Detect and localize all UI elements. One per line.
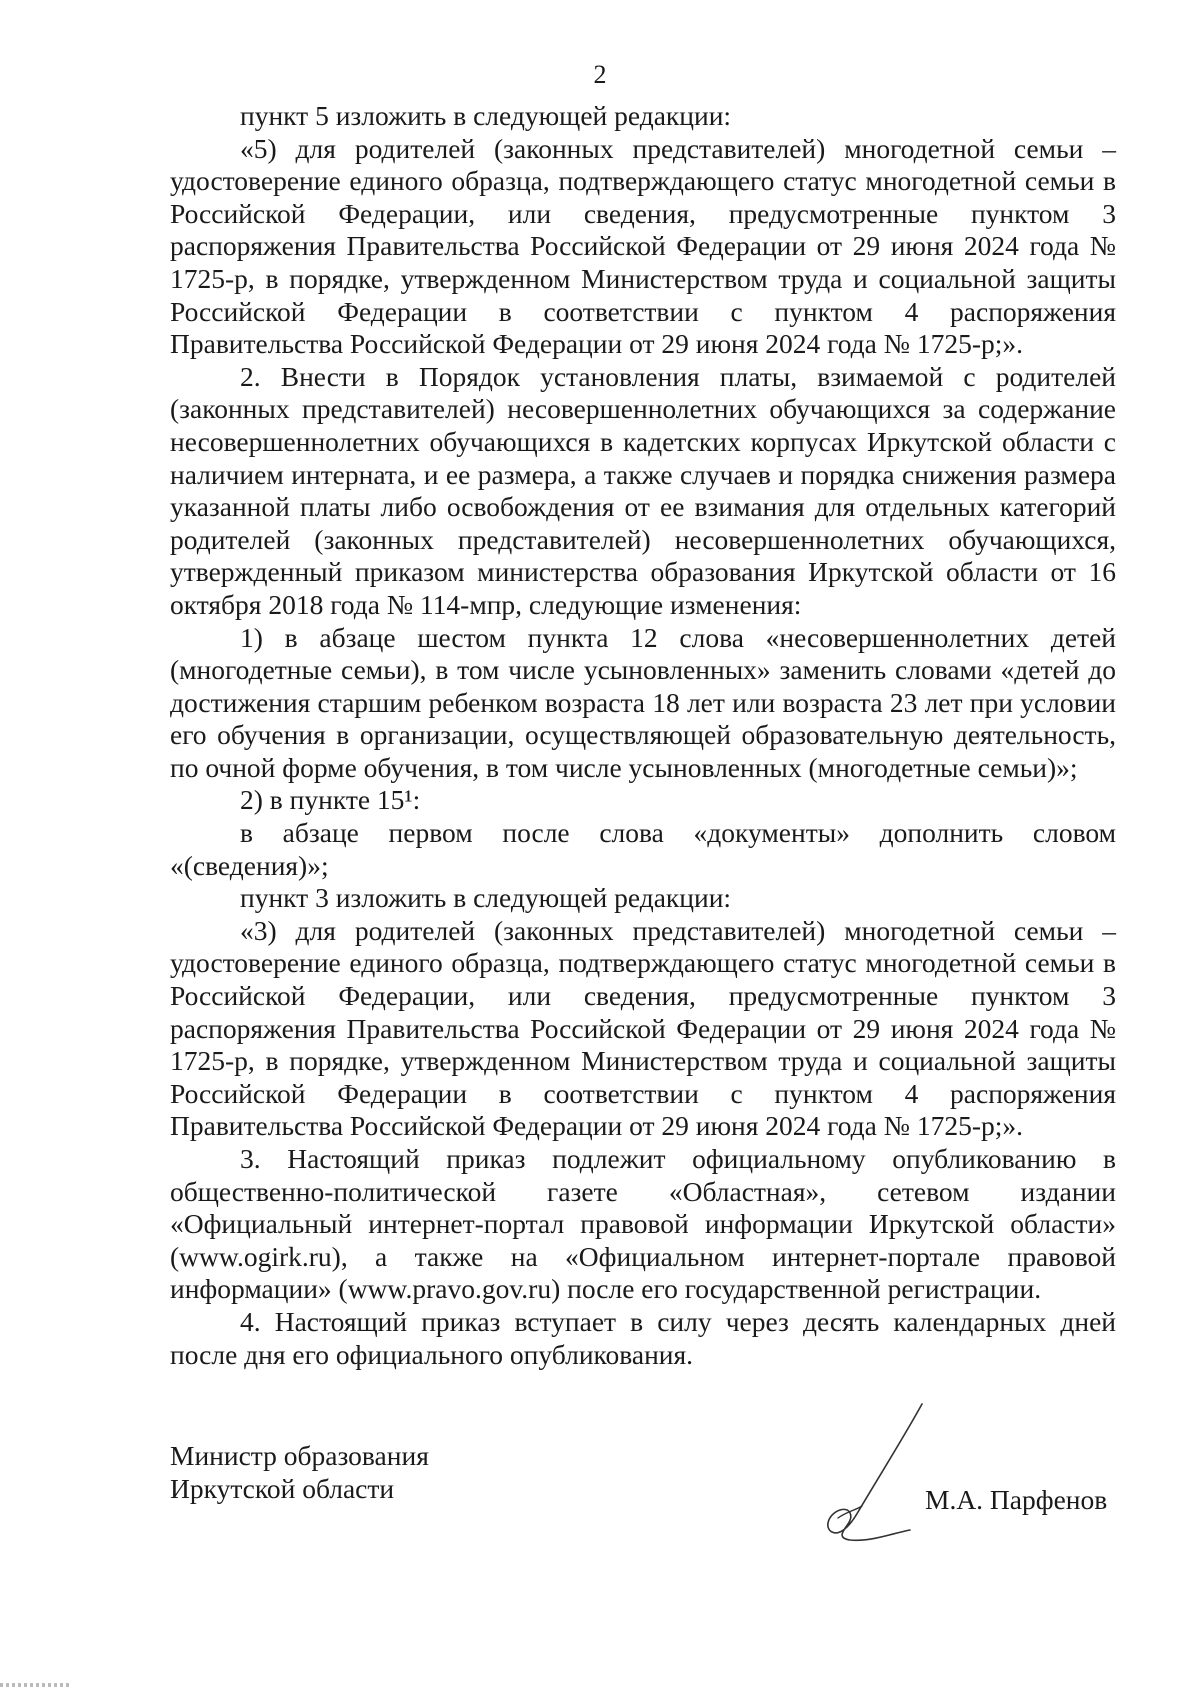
paragraph: в абзаце первом после слова «документы» дополнить словом «(сведения)»;: [170, 817, 1116, 881]
paragraph: 1) в абзаце шестом пункта 12 слова «несовершеннолетних детей (многодетные семьи), в том числе усыновленных» заменить словами «детей до достижения старшим ребенком возраста 18 лет или возраста 23 лет при условии его обучения в организации, осуществляющей образовательную деятельность, по очной форме обучения, в том числе усыновленных (многодетные семьи)»;: [170, 621, 1116, 783]
document-body: [170, 100, 1116, 1371]
paragraph: «3) для родителей (законных представителей) многодетной семьи – удостоверение единого образца, подтверждающего статус многодетной семьи в Российской Федерации, или сведения, предусмотренные пунктом 3 распоряжения Правительства Российской Федерации от 29 июня 2024 года № 1725-р, в порядке, утвержденном Министерством труда и социальной защиты Российской Федерации в соответствии с пунктом 4 распоряжения Правительства Российской Федерации от 29 июня 2024 года № 1725-р;».: [170, 914, 1116, 1142]
paragraph: пункт 3 изложить в следующей редакции:: [240, 882, 732, 914]
signer-title: [170, 1440, 429, 1505]
paragraph: 3. Настоящий приказ подлежит официальному опубликованию в общественно-политической газете «Областная», сетевом издании «Официальный интернет-портал правовой информации Иркутской области» (www.ogirk.ru), а также на «Официальном интернет-портале правовой информации» (www.pravo.gov.ru) после его государственной регистрации.: [170, 1143, 1116, 1305]
paragraph: 2. Внести в Порядок установления платы, взимаемой с родителей (законных представителей) несовершеннолетних обучающихся за содержание несовершеннолетних обучающихся в кадетских корпусах Иркутской области с наличием интерната, и ее размера, а также случаев и порядка снижения размера указанной платы либо освобождения от ее взимания для отдельных категорий родителей (законных представителей) несовершеннолетних обучающихся, утвержденный приказом министерства образования Иркутской области от 16 октября 2018 года № 114-мпр, следующие изменения:: [170, 360, 1116, 620]
paragraph: 4. Настоящий приказ вступает в силу через десять календарных дней после дня его официального опубликования.: [170, 1305, 1116, 1370]
handwritten-signature: [810, 1400, 930, 1550]
paragraph: пункт 5 изложить в следующей редакции:: [240, 100, 732, 131]
page-number: 2: [593, 60, 607, 89]
paragraph: «5) для родителей (законных представителей) многодетной семьи – удостоверение единого образца, подтверждающего статус многодетной семьи в Российской Федерации, или сведения, предусмотренные пунктом 3 распоряжения Правительства Российской Федерации от 29 июня 2024 года № 1725-р, в порядке, утвержденном Министерством труда и социальной защиты Российской Федерации в соответствии с пунктом 4 распоряжения Правительства Российской Федерации от 29 июня 2024 года № 1725-р;».: [170, 132, 1116, 360]
signer-title-line: Министр образования: [170, 1440, 429, 1471]
scan-artifact: [0, 1683, 70, 1687]
signer-title-line: Иркутской области: [170, 1472, 395, 1504]
signer-name: М.А. Парфенов: [925, 1484, 1108, 1515]
signature-block: [0, 1440, 1200, 1680]
paragraph: 2) в пункте 15¹:: [240, 784, 421, 816]
